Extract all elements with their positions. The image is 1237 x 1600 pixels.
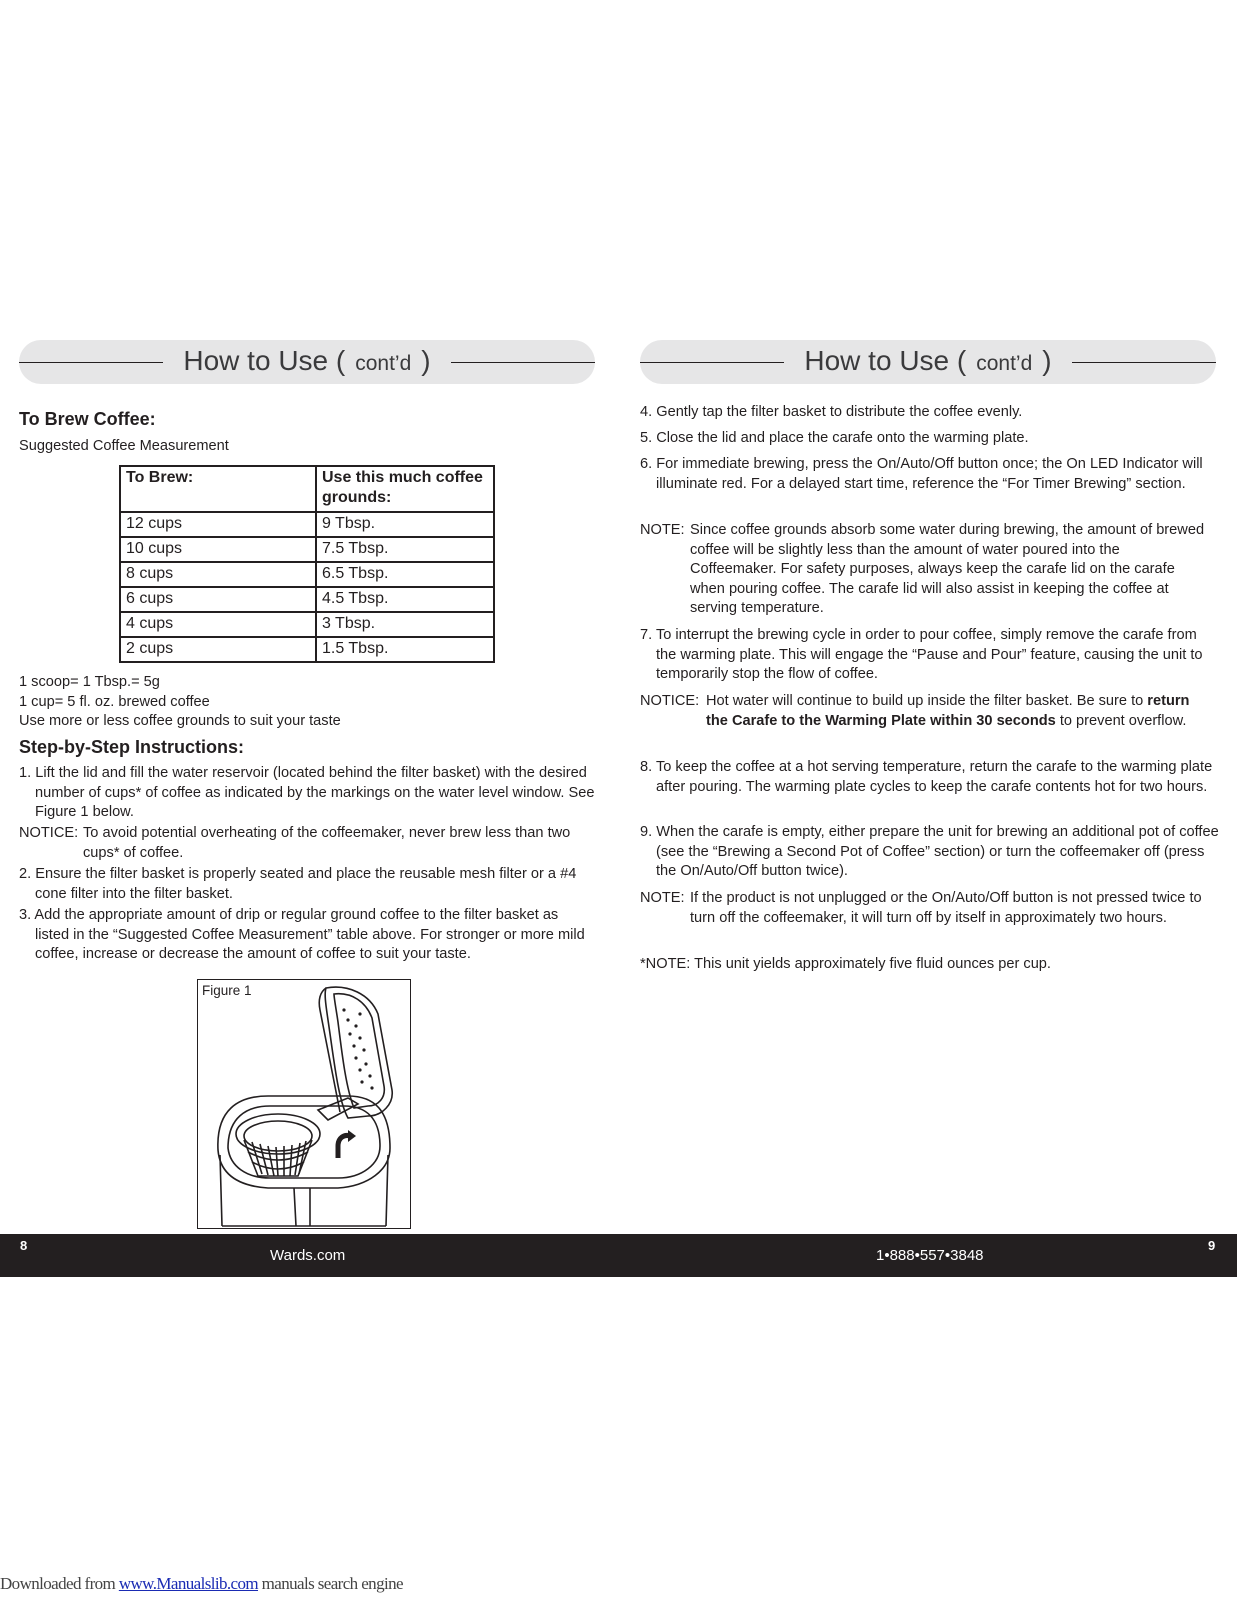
download-prefix: Downloaded from [0,1574,119,1593]
download-notice [0,1574,403,1594]
brew-heading: To Brew Coffee: [19,409,156,429]
section-header [19,340,595,384]
step-2: 2. Ensure the filter basket is properly seated and place the reusable mesh filter or a #4 cone filter into the filter basket. [19,866,577,902]
step-heading: Step-by-Step Instructions: [19,737,245,757]
table-cell: 7.5 Tbsp. [316,537,494,562]
step-7: 7. To interrupt the brewing cycle in order to pour coffee, simply remove the carafe from the warming plate. This will engage the “Pause and Pour” feature, causing the unit to temporarily stop the flow of coffee. [640,627,1203,682]
note-3: *NOTE: This unit yields approximately five fluid ounces per cup. [640,956,1051,972]
step-4: 4. Gently tap the filter basket to distribute the coffee evenly. [640,404,1023,420]
figure-1 [197,979,411,1229]
section-title: How to Use ( cont’d ) [640,345,1216,377]
note-line: Use more or less coffee grounds to suit your taste [19,713,341,729]
section-header [640,340,1216,384]
download-suffix: manuals search engine [258,1574,403,1593]
table-header-cell: Use this much coffee grounds: [316,466,494,512]
notice-label: NOTICE: [640,693,700,709]
measurement-table [119,465,495,663]
step-9: 9. When the carafe is empty, either prepare the unit for brewing an additional pot of coffee (see the “Brewing a Second Pot of Coffee” section) or turn the coffeemaker off (press the On/Auto/Off button twice). [640,824,1219,879]
table-row [120,637,494,662]
manualslib-link[interactable]: www.Manualslib.com [118,1574,259,1593]
notice-1 [19,824,579,863]
table-cell: 12 cups [120,512,316,537]
table-cell: 6 cups [120,587,316,612]
figure-label: Figure 1 [202,983,252,998]
right-page [640,340,1219,972]
note-text: If the product is not unplugged or the On/Auto/Off button is not pressed twice to turn off the coffeemaker, it will turn off by itself in approximately two hours. [690,890,1202,926]
table-cell: 4 cups [120,612,316,637]
table-cell: 4.5 Tbsp. [316,587,494,612]
footer-phone: 1•888•557•3848 [876,1247,984,1264]
table-header-cell: To Brew: [120,466,316,512]
table-header-row [120,466,494,512]
footer-website: Wards.com [270,1247,346,1264]
note-2 [640,889,1210,928]
note-label: NOTE: [640,522,685,538]
table-row [120,612,494,637]
notice-text: To avoid potential overheating of the coffeemaker, never brew less than two cups* of coffee. [83,825,571,861]
suggested-label: Suggested Coffee Measurement [19,438,229,454]
page-number-left: 8 [20,1238,28,1253]
section-title: How to Use ( cont’d ) [19,345,595,377]
left-page [19,340,595,998]
table-cell: 10 cups [120,537,316,562]
step-5: 5. Close the lid and place the carafe onto the warming plate. [640,430,1029,446]
table-row [120,562,494,587]
table-row [120,587,494,612]
coffeemaker-illustration [198,980,410,1228]
notice-text: Hot water will continue to build up inside the filter basket. Be sure to return the Carafe to the Warming Plate within 30 seconds to prevent overflow. [706,693,1190,729]
notice-label: NOTICE: [19,825,79,841]
table-cell: 6.5 Tbsp. [316,562,494,587]
note-1 [640,521,1210,619]
note-label: NOTE: [640,890,685,906]
table-cell: 8 cups [120,562,316,587]
step-1: 1. Lift the lid and fill the water reservoir (located behind the filter basket) with the desired number of cups* of coffee as indicated by the markings on the water level window. See Figure 1 below. [19,765,595,820]
note-text: Since coffee grounds absorb some water during brewing, the amount of brewed coffee will be slightly less than the amount of water poured into the Coffeemaker. For safety purposes, always keep the carafe lid on the carafe when pouring coffee. The carafe lid will also assist in keeping the coffee at serving temperature. [690,522,1205,616]
step-3: 3. Add the appropriate amount of drip or regular ground coffee to the filter basket as listed in the “Suggested Coffee Measurement” table above. For stronger or more mild coffee, increase or decrease the amount of coffee to suit your taste. [19,907,585,962]
table-cell: 3 Tbsp. [316,612,494,637]
note-line: 1 cup= 5 fl. oz. brewed coffee [19,694,210,710]
table-cell: 9 Tbsp. [316,512,494,537]
step-6: 6. For immediate brewing, press the On/Auto/Off button once; the On LED Indicator will illuminate red. For a delayed start time, reference the “For Timer Brewing” section. [640,456,1203,492]
page-number-right: 9 [1208,1238,1216,1253]
step-8: 8. To keep the coffee at a hot serving temperature, return the carafe to the warming plate after pouring. The warming plate cycles to keep the carafe contents hot for two hours. [640,759,1213,795]
note-line: 1 scoop= 1 Tbsp.= 5g [19,674,160,690]
table-row [120,512,494,537]
footer-bar [0,1234,1237,1277]
notice-2 [640,692,1210,731]
table-cell: 2 cups [120,637,316,662]
table-cell: 1.5 Tbsp. [316,637,494,662]
table-row [120,537,494,562]
